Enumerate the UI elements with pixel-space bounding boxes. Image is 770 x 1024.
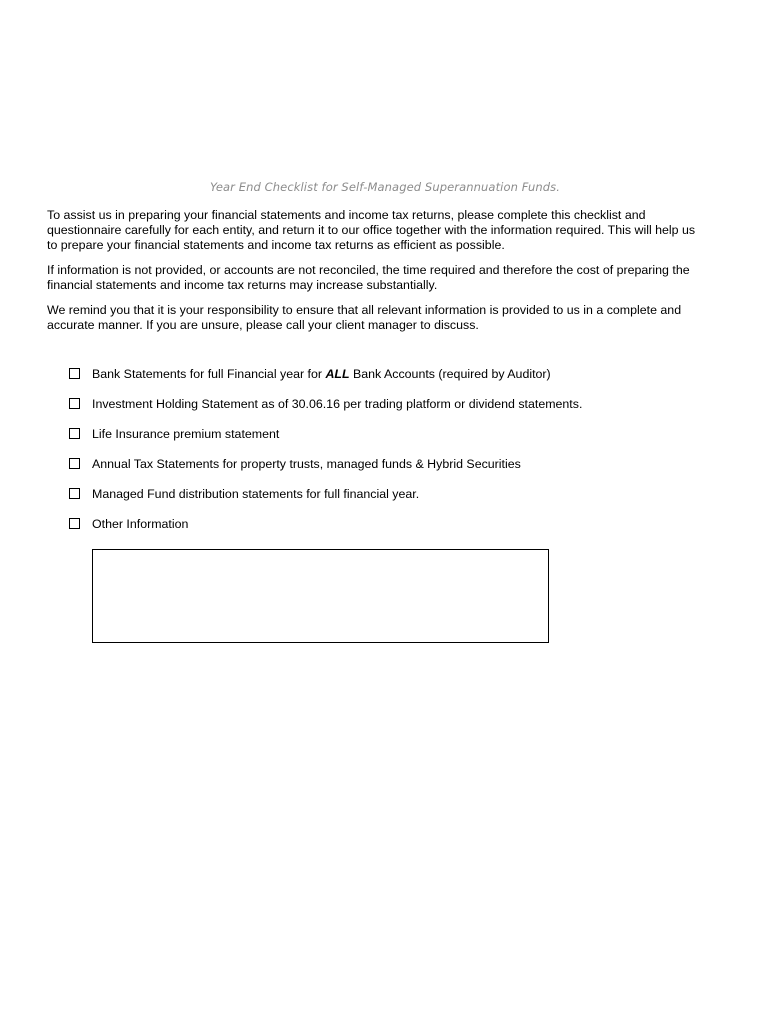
responsibility-paragraph: We remind you that it is your responsibility to ensure that all relevant information is provided to us in a complete and accurate manner. If you are unsure, please call your client manager to discuss. [47,303,682,332]
investment-holding-checkbox[interactable] [69,398,80,409]
checklist-item-bank-statements [69,366,689,381]
checklist-item-label: Investment Holding Statement as of 30.06.16 per trading platform or dividend statements. [92,396,583,411]
annual-tax-checkbox[interactable] [69,458,80,469]
checklist-item-label: Annual Tax Statements for property trusts, managed funds & Hybrid Securities [92,456,521,471]
checklist-item-label: Managed Fund distribution statements for full financial year. [92,486,420,501]
checklist-item-managed-fund [69,486,689,501]
bank-statements-checkbox[interactable] [69,368,80,379]
other-information-text-box[interactable] [92,549,549,643]
checklist-item-life-insurance [69,426,689,441]
checklist-item-label: Life Insurance premium statement [92,426,280,441]
label-emphasis: ALL [325,366,350,381]
checklist-item-annual-tax [69,456,689,471]
checklist-item-label [92,367,551,381]
managed-fund-checkbox[interactable] [69,488,80,499]
other-information-checkbox[interactable] [69,518,80,529]
document-title: Year End Checklist for Self-Managed Superannuation Funds. [209,180,561,194]
label-text-before: Bank Statements for full Financial year for [92,366,326,381]
intro-paragraph: To assist us in preparing your financial statements and income tax returns, please complete this checklist and questionnaire carefully for each entity, and return it to our office together with the information required. This will help us to prepare your financial statements and income tax returns as efficient as possible. [47,208,696,252]
checklist-item-investment-holding [69,396,689,411]
checklist-item-label: Other Information [92,516,189,531]
cost-notice-paragraph: If information is not provided, or accounts are not reconciled, the time required and therefore the cost of preparing the financial statements and income tax returns may increase substantially. [47,263,690,292]
label-text-after: Bank Accounts (required by Auditor) [349,366,551,381]
life-insurance-checkbox[interactable] [69,428,80,439]
checklist-item-other-information [69,516,689,531]
document-checklist [69,366,689,546]
